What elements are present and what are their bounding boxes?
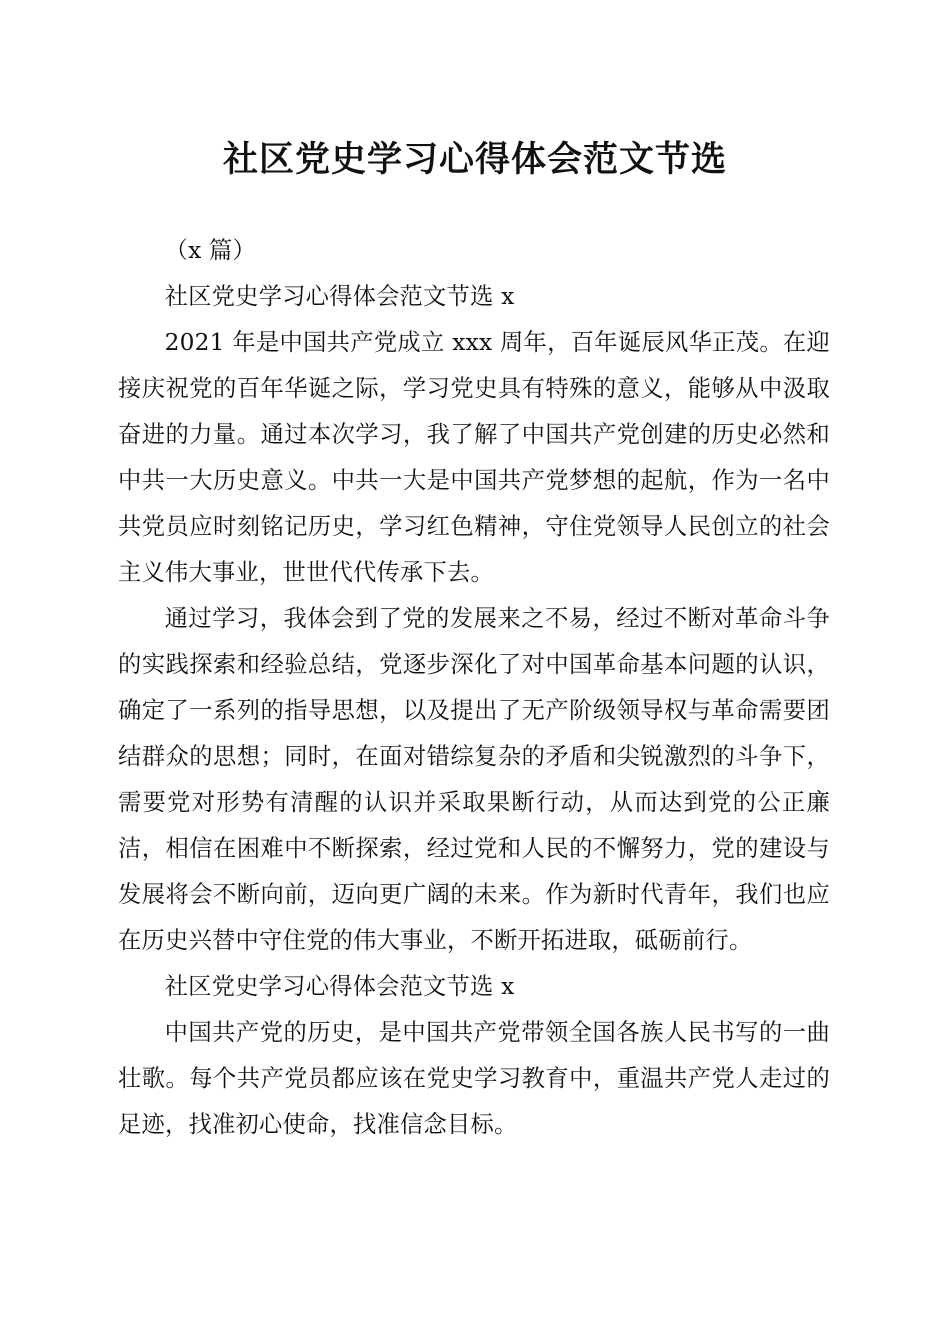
section-heading-2: 社区党史学习心得体会范文节选 x	[164, 973, 515, 1000]
paragraph: 通过学习，我体会到了党的发展来之不易，经过不断对革命斗争的实践探索和经验总结，党逐步深化了对中国革命基本问题的认识，确定了一系列的指导思想，以及提出了无产阶级领导权与革命需要团结群众的思想；同时，在面对错综复杂的矛盾和尖锐激烈的斗争下，需要党对形势有清醒的认识并采取果断行动，从而达到党的公正廉洁，相信在困难中不断探索，经过党和人民的不懈努力，党的建设与发展将会不断向前，迈向更广阔的未来。作为新时代青年，我们也应在历史兴替中守住党的伟大事业，不断开拓进取，砥砺前行。	[118, 605, 830, 954]
paragraph: 2021 年是中国共产党成立 xxx 周年，百年诞辰风华正茂。在迎接庆祝党的百年华诞之际，学习党史具有特殊的意义，能够从中汲取奋进的力量。通过本次学习，我了解了中国共产党创建的历史必然和中共一大历史意义。中共一大是中国共产党梦想的起航，作为一名中共党员应时刻铭记历史，学习红色精神，守住党领导人民创立的社会主义伟大事业，世世代代传承下去。	[118, 329, 830, 586]
document-title: 社区党史学习心得体会范文节选	[222, 139, 727, 180]
paragraph-count-note: （x 篇）	[164, 237, 257, 264]
document-body	[118, 228, 830, 1148]
paragraph: 中国共产党的历史，是中国共产党带领全国各族人民书写的一曲壮歌。每个共产党员都应该在党史学习教育中，重温共产党人走过的足迹，找准初心使命，找准信念目标。	[118, 1019, 830, 1138]
section-heading-1: 社区党史学习心得体会范文节选 x	[164, 283, 515, 310]
